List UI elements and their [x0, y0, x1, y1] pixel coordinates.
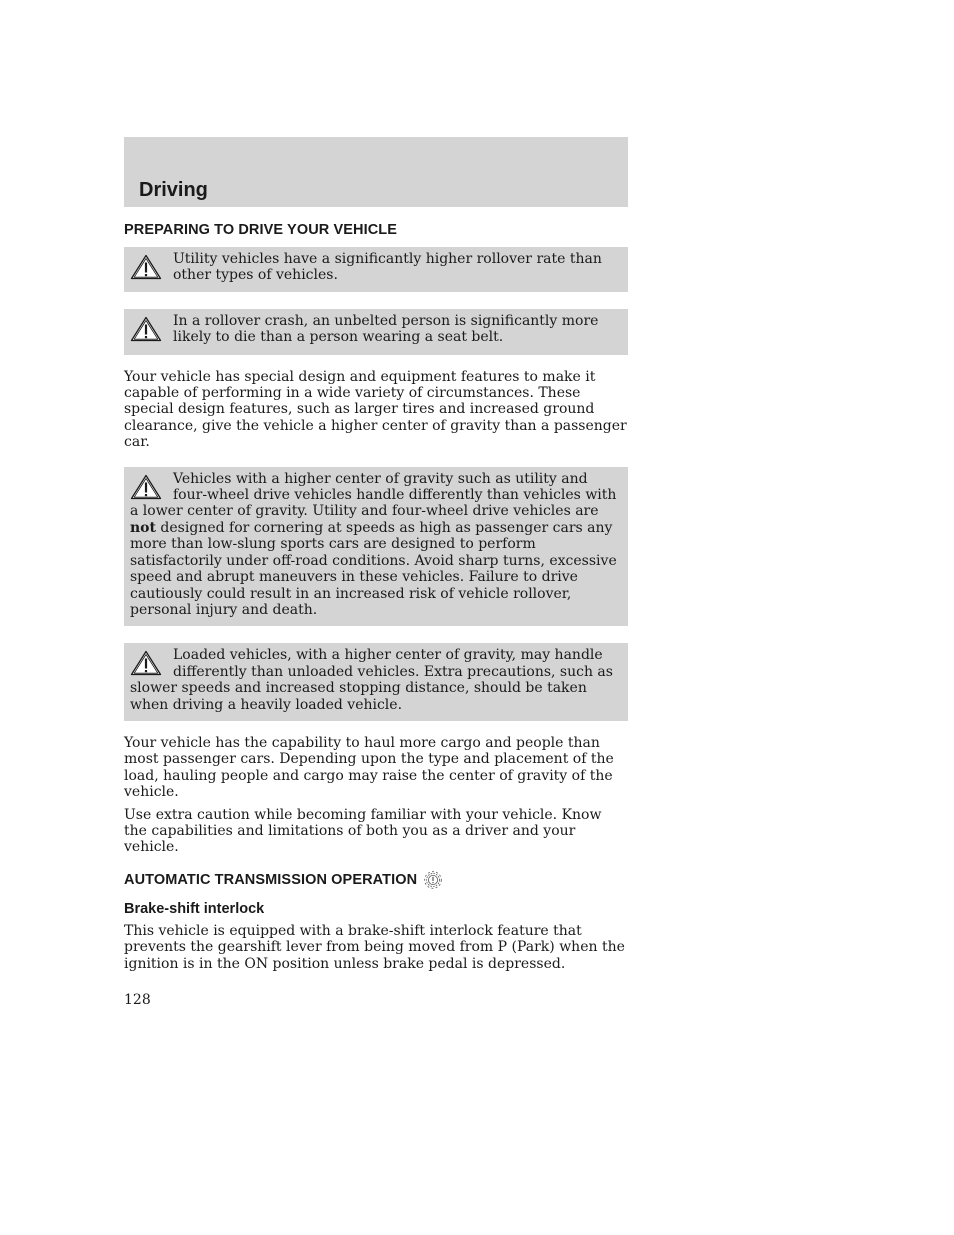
warning-text: Loaded vehicles, with a higher center of gravity, may handle differently than unloaded vehicles. Extra precautions, such as slower speeds and increased stopping distance, should be taken when driving a heavily loaded vehicle. [130, 647, 613, 713]
chapter-title: Driving [139, 179, 208, 201]
warning-text: In a rollover crash, an unbelted person is significantly more likely to die than a person wearing a seat belt. [173, 312, 599, 346]
warning-text-part: designed for cornering at speeds as high as passenger cars any more than low-slung sports cars are designed to perform satisfactorily under off-road conditions. Avoid sharp turns, excessive speed and abrupt maneuvers in these vehicles. Failure to drive cautiously could result in an increased risk of vehicle rollover, personal injury and death. [130, 519, 617, 618]
subheading-brake-shift-interlock: Brake-shift interlock [124, 900, 265, 917]
warning-text [130, 471, 622, 619]
warning-triangle-icon [130, 650, 162, 676]
warning-text: Utility vehicles have a significantly higher rollover rate than other types of vehicles. [173, 251, 602, 284]
warning-triangle-icon [130, 474, 162, 500]
body-paragraph: This vehicle is equipped with a brake-shift interlock feature that prevents the gearshift lever from being moved from P (Park) when the ignition is in the ON position unless brake pedal is depressed. [124, 922, 625, 972]
warning-box [124, 643, 628, 721]
manual-page [124, 137, 628, 1008]
section-heading-transmission-label: AUTOMATIC TRANSMISSION OPERATION [124, 871, 418, 888]
body-paragraph: Use extra caution while becoming familiar with your vehicle. Know the capabilities and limitations of both you as a driver and your vehicle. [124, 806, 602, 856]
warning-box [124, 247, 628, 292]
body-paragraph: Your vehicle has the capability to haul more cargo and people than most passenger cars. Depending upon the type and placement of the load, hauling people and cargo may raise the center of gravity of the vehicle. [124, 734, 614, 801]
warning-text-emphasis: not [130, 519, 156, 536]
warning-text-part: Vehicles with a higher center of gravity such as utility and four-wheel drive vehicles handle differently than vehicles with a lower center of gravity. Utility and four-wheel drive vehicles are [130, 470, 617, 520]
section-heading-preparing: PREPARING TO DRIVE YOUR VEHICLE [124, 222, 398, 238]
warning-box [124, 309, 628, 355]
gear-icon [423, 870, 443, 890]
warning-triangle-icon [130, 254, 162, 280]
warning-box [124, 467, 628, 627]
warning-triangle-icon [130, 316, 162, 342]
chapter-header [124, 137, 628, 207]
body-paragraph: Your vehicle has special design and equipment features to make it capable of performing in a wide variety of circumstances. These special design features, such as larger tires and increased ground clearance, give the vehicle a higher center of gravity than a passenger car. [124, 368, 627, 451]
page-number: 128 [124, 992, 151, 1008]
section-heading-transmission [124, 870, 628, 890]
